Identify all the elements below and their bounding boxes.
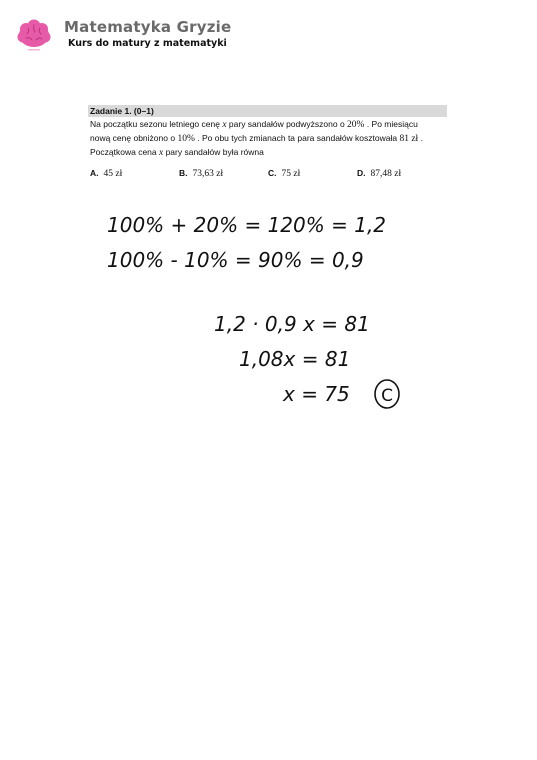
- percent-10: 10%: [177, 134, 195, 144]
- task-text-segment: pary sandałów była równa: [165, 147, 264, 157]
- brand-title: Matematyka Gryzie: [64, 18, 232, 36]
- answer-letter: B.: [179, 168, 188, 178]
- handwritten-line-1: 100% + 20% = 120% = 1,2: [107, 213, 387, 237]
- task-header: Zadanie 1. (0–1): [88, 105, 447, 117]
- handwritten-line-5: x = 75: [283, 382, 350, 406]
- answer-value: 45 zł: [103, 169, 123, 179]
- answer-value: 73,63 zł: [192, 169, 224, 179]
- variable-x: x: [158, 148, 164, 158]
- task-text-segment: pary sandałów podwyższono o: [228, 119, 348, 129]
- circled-answer: C: [381, 386, 393, 406]
- answer-value: 87,48 zł: [370, 169, 402, 179]
- price-81: 81 zł: [399, 134, 419, 144]
- handwritten-line-3: 1,2 · 0,9 x = 81: [214, 312, 370, 336]
- task-text-segment: nową cenę obniżono o: [90, 133, 178, 143]
- handwritten-line-4: 1,08x = 81: [239, 347, 351, 371]
- answer-value: 75 zł: [281, 169, 301, 179]
- task-text-segment: . Po miesiącu: [366, 119, 418, 129]
- percent-20: 20%: [347, 120, 365, 130]
- task-text-segment: Początkowa cena: [90, 147, 159, 157]
- answer-letter: A.: [90, 168, 99, 178]
- task-text-segment: . Po obu tych zmianach ta para sandałów kosztowała: [197, 133, 400, 143]
- task-text-segment: .: [420, 133, 423, 143]
- answer-letter: C.: [268, 168, 277, 178]
- answer-letter: D.: [357, 168, 366, 178]
- variable-x: x: [222, 120, 227, 130]
- task-text-segment: Na początku sezonu letniego cenę: [90, 119, 223, 129]
- handwritten-line-2: 100% - 10% = 90% = 0,9: [107, 248, 364, 272]
- brand-subtitle: Kurs do matury z matematyki: [68, 38, 227, 49]
